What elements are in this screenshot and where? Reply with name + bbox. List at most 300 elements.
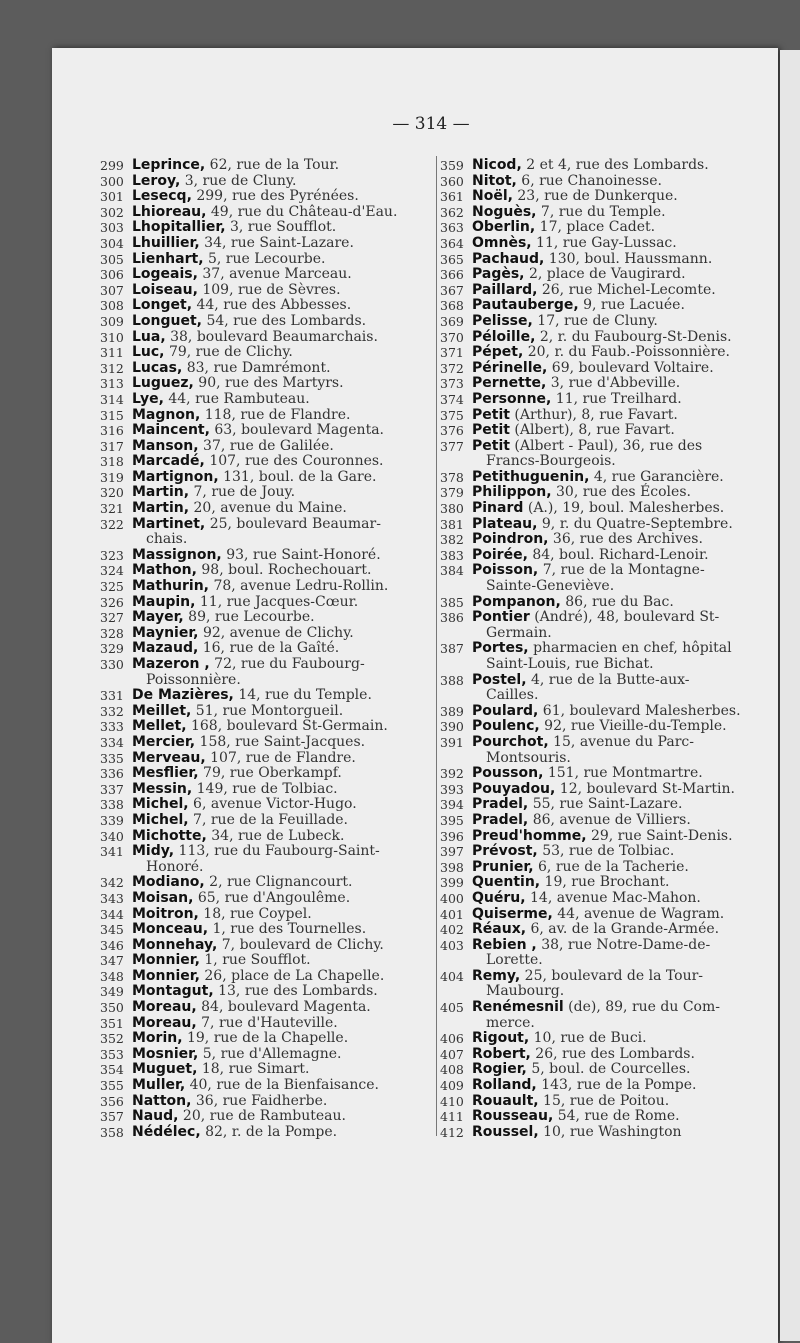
entry-address: pharmacien en chef, hôpital <box>528 640 732 657</box>
entry-number: 410 <box>440 1093 464 1109</box>
directory-entry <box>440 813 775 829</box>
directory-entry <box>440 236 775 252</box>
entry-address: 3, rue de Cluny. <box>180 172 297 189</box>
entry-name: Longet, <box>132 297 193 314</box>
entry-address: 20, r. du Faub.-Poissonnière. <box>523 344 730 361</box>
entry-name: Nitot, <box>472 172 517 189</box>
adjacent-page-edge <box>780 50 800 1341</box>
entry-address: 12, boulevard St-Martin. <box>555 780 735 797</box>
directory-entry <box>100 1062 435 1078</box>
entry-address: (A.), 19, boul. Malesherbes. <box>523 500 725 517</box>
directory-entry <box>100 252 435 268</box>
directory-entry <box>100 267 435 283</box>
directory-entry <box>100 298 435 314</box>
directory-entry <box>100 314 435 330</box>
directory-entry <box>440 1078 775 1094</box>
directory-entry <box>440 844 775 860</box>
entry-address: 38, rue Notre-Dame-de- <box>536 936 711 953</box>
entry-address: 7, rue du Temple. <box>536 203 666 220</box>
entry-name: Meillet, <box>132 702 192 719</box>
entry-name: Mosnier, <box>132 1045 199 1062</box>
entry-number: 319 <box>100 469 124 485</box>
entry-number: 376 <box>440 423 464 439</box>
directory-entry <box>100 392 435 408</box>
directory-entry <box>440 891 775 907</box>
entry-address: 6, rue Chanoinesse. <box>516 172 662 189</box>
entry-address-continuation: Poissonnière. <box>146 671 241 688</box>
entry-address: 38, boulevard Beaumarchais. <box>165 328 378 345</box>
entry-number: 398 <box>440 859 464 875</box>
directory-entry <box>440 485 775 501</box>
entry-number: 359 <box>440 158 464 173</box>
entry-number: 303 <box>100 220 124 236</box>
entry-name: Rousseau, <box>472 1108 554 1125</box>
entry-number: 318 <box>100 454 124 470</box>
entry-number: 353 <box>100 1046 124 1062</box>
entry-name: Martignon, <box>132 468 219 485</box>
entry-number: 311 <box>100 345 124 361</box>
entry-address: (André), 48, boulevard St- <box>529 609 720 626</box>
directory-entry <box>100 688 435 704</box>
entry-number: 387 <box>440 641 464 657</box>
entry-number: 384 <box>440 563 464 579</box>
entry-name: Martin, <box>132 484 190 501</box>
directory-entry <box>100 485 435 501</box>
entry-number: 330 <box>100 657 124 672</box>
entry-address: 79, rue Oberkampf. <box>198 765 342 782</box>
directory-entry <box>100 345 435 361</box>
entry-name: Périnelle, <box>472 359 548 376</box>
entry-address: 63, boulevard Magenta. <box>209 422 384 439</box>
entry-address: 79, rue de Clichy. <box>164 344 293 361</box>
entry-name: Lye, <box>132 390 164 407</box>
entry-number: 301 <box>100 189 124 205</box>
entry-name: Poulard, <box>472 702 539 719</box>
entry-address: 11, rue Jacques-Cœur. <box>195 593 359 610</box>
entry-name: Luc, <box>132 344 165 361</box>
entry-name: Portes, <box>472 640 529 657</box>
directory-entry <box>440 735 775 766</box>
entry-name: Lucas, <box>132 359 183 376</box>
right-column <box>440 158 775 1140</box>
entry-name: Robert, <box>472 1045 531 1062</box>
entry-name: Quentin, <box>472 874 541 891</box>
entry-address-continuation: Saint-Louis, rue Bichat. <box>486 656 654 672</box>
directory-entry <box>440 220 775 236</box>
entry-name: Pousson, <box>472 765 544 782</box>
entry-number: 364 <box>440 235 464 251</box>
entry-number: 326 <box>100 594 124 610</box>
entry-name: Mazeron , <box>132 656 210 672</box>
directory-entry <box>100 174 435 190</box>
entry-number: 361 <box>440 189 464 205</box>
entry-number: 409 <box>440 1078 464 1094</box>
entry-address-continuation: Lorette. <box>486 952 543 969</box>
entry-name: Nédélec, <box>132 1123 201 1140</box>
directory-entry <box>440 1094 775 1110</box>
directory-entry <box>440 969 775 1000</box>
entry-name: Nicod, <box>472 157 522 173</box>
entry-address: 93, rue Saint-Honoré. <box>221 546 381 563</box>
entry-address: (de), 89, rue du Com- <box>563 999 720 1016</box>
entry-number: 304 <box>100 235 124 251</box>
entry-address: 44, rue des Abbesses. <box>192 297 352 314</box>
entry-address-continuation: Montsouris. <box>486 749 571 766</box>
directory-entry <box>100 626 435 642</box>
directory-entry <box>440 766 775 782</box>
entry-address: 26, place de La Chapelle. <box>199 967 385 984</box>
entry-number: 316 <box>100 423 124 439</box>
entry-name: Maynier, <box>132 624 199 641</box>
entry-name: Leroy, <box>132 172 181 189</box>
entry-number: 351 <box>100 1015 124 1031</box>
entry-address: 61, boulevard Malesherbes. <box>538 702 741 719</box>
entry-name: Martin, <box>132 500 190 517</box>
entry-address: 17, rue de Cluny. <box>532 312 658 329</box>
entry-address: 30, rue des Écoles. <box>551 484 691 501</box>
entry-number: 339 <box>100 812 124 828</box>
entry-address: 49, rue du Château-d'Eau. <box>206 203 398 220</box>
entry-address: 143, rue de la Pompe. <box>536 1077 697 1094</box>
entry-name: Pradel, <box>472 811 529 828</box>
entry-address-continuation: merce. <box>486 1014 535 1031</box>
entry-number: 343 <box>100 890 124 906</box>
entry-number: 412 <box>440 1124 464 1140</box>
entry-number: 346 <box>100 937 124 953</box>
entry-address-continuation: Cailles. <box>486 687 539 704</box>
entry-name: Omnès, <box>472 234 532 251</box>
entry-address: 5, rue Lecourbe. <box>203 250 326 267</box>
entry-address: 17, place Cadet. <box>535 219 656 236</box>
entry-address: 89, rue Lecourbe. <box>183 609 315 626</box>
directory-entry <box>100 579 435 595</box>
directory-entry <box>100 563 435 579</box>
entry-number: 357 <box>100 1109 124 1125</box>
entry-number: 378 <box>440 469 464 485</box>
entry-name: Lesecq, <box>132 188 192 205</box>
entry-address: 7, rue de Jouy. <box>189 484 296 501</box>
directory-entry <box>440 829 775 845</box>
entry-number: 328 <box>100 625 124 641</box>
directory-entry <box>440 860 775 876</box>
entry-number: 373 <box>440 376 464 392</box>
directory-entry <box>100 641 435 657</box>
entry-address: 78, avenue Ledru-Rollin. <box>209 578 389 595</box>
entry-name: Rogier, <box>472 1061 527 1078</box>
directory-entry <box>100 704 435 720</box>
entry-address: 4, rue Garancière. <box>589 468 724 485</box>
directory-entry <box>100 189 435 205</box>
directory-entry <box>440 283 775 299</box>
entry-name: Monceau, <box>132 921 209 938</box>
entry-number: 390 <box>440 719 464 735</box>
entry-address: 109, rue de Sèvres. <box>197 281 341 298</box>
entry-address: 1, rue des Tournelles. <box>208 921 367 938</box>
directory-entry <box>100 797 435 813</box>
entry-name: Longuet, <box>132 312 202 329</box>
entry-name: Modiano, <box>132 874 205 891</box>
entry-address-continuation: Francs-Bourgeois. <box>486 453 616 470</box>
entry-address: 9, r. du Quatre-Septembre. <box>537 515 733 532</box>
entry-address: 7, rue d'Hauteville. <box>196 1014 338 1031</box>
entry-name: Postel, <box>472 671 527 688</box>
entry-name: Philippon, <box>472 484 552 501</box>
entry-number: 402 <box>440 922 464 938</box>
entry-address: 26, rue des Lombards. <box>530 1045 695 1062</box>
entry-address: 2 et 4, rue des Lombards. <box>521 157 709 173</box>
entry-number: 306 <box>100 267 124 283</box>
entry-address: 11, rue Treilhard. <box>551 390 682 407</box>
entry-number: 389 <box>440 703 464 719</box>
entry-address: 14, avenue Mac-Mahon. <box>525 889 701 906</box>
entry-name: Pinard <box>472 500 524 517</box>
entry-address: 44, rue Rambuteau. <box>163 390 310 407</box>
entry-address: 2, r. du Faubourg-St-Denis. <box>535 328 732 345</box>
entry-name: Messin, <box>132 780 193 797</box>
directory-entry <box>440 408 775 424</box>
entry-name: Natton, <box>132 1092 192 1109</box>
directory-entry <box>100 220 435 236</box>
entry-address: 37, avenue Marceau. <box>197 266 352 283</box>
directory-entry <box>100 423 435 439</box>
directory-entry <box>100 891 435 907</box>
directory-entry <box>440 610 775 641</box>
entry-number: 407 <box>440 1046 464 1062</box>
entry-address: (Albert - Paul), 36, rue des <box>509 437 703 454</box>
directory-entry <box>440 423 775 439</box>
entry-name: Pouyadou, <box>472 780 556 797</box>
entry-name: Péloille, <box>472 328 536 345</box>
entry-address: 54, rue de Rome. <box>553 1108 680 1125</box>
entry-address: 92, rue Vieille-du-Temple. <box>539 718 727 735</box>
entry-address: 14, rue du Temple. <box>233 687 372 704</box>
entry-name: Poulenc, <box>472 718 540 735</box>
directory-entry <box>100 984 435 1000</box>
entry-name: Poisson, <box>472 562 539 579</box>
entry-address: 54, rue des Lombards. <box>202 312 367 329</box>
entry-number: 411 <box>440 1109 464 1125</box>
entry-name: Pompanon, <box>472 593 561 610</box>
entry-address: 84, boulevard Magenta. <box>196 999 371 1016</box>
directory-entry <box>100 735 435 751</box>
entry-number: 406 <box>440 1031 464 1047</box>
entry-address: 107, rue des Couronnes. <box>204 453 384 470</box>
entry-address: 151, rue Montmartre. <box>543 765 703 782</box>
entry-number: 369 <box>440 313 464 329</box>
entry-name: Magnon, <box>132 406 201 423</box>
directory-entry <box>440 298 775 314</box>
entry-address-continuation: chais. <box>146 531 188 548</box>
entry-name: Pernette, <box>472 375 547 392</box>
entry-number: 321 <box>100 501 124 517</box>
entry-name: Moreau, <box>132 1014 197 1031</box>
entry-name: Petit <box>472 437 510 454</box>
entry-address: 44, avenue de Wagram. <box>552 905 725 922</box>
entry-name: Lua, <box>132 328 166 345</box>
entry-name: Mayer, <box>132 609 184 626</box>
entry-address: 107, rue de Flandre. <box>205 749 356 766</box>
directory-entry <box>440 330 775 346</box>
entry-address: 131, boul. de la Gare. <box>218 468 377 485</box>
directory-entry <box>100 517 435 548</box>
column-divider <box>436 156 437 1136</box>
entry-name: Petithuguenin, <box>472 468 590 485</box>
entry-number: 374 <box>440 391 464 407</box>
directory-entry <box>100 361 435 377</box>
directory-entry <box>440 548 775 564</box>
entry-address: 6, avenue Victor-Hugo. <box>188 796 357 813</box>
entry-number: 325 <box>100 579 124 595</box>
entry-name: Pautauberge, <box>472 297 579 314</box>
entry-number: 408 <box>440 1062 464 1078</box>
entry-name: Pépet, <box>472 344 524 361</box>
entry-name: Mazaud, <box>132 640 199 657</box>
entry-address: 86, rue du Bac. <box>560 593 674 610</box>
entry-address: 40, rue de la Bienfaisance. <box>185 1077 379 1094</box>
entry-name: Moitron, <box>132 905 199 922</box>
entry-address: 26, rue Michel-Lecomte. <box>537 281 716 298</box>
entry-number: 385 <box>440 594 464 610</box>
entry-address: 18, rue Simart. <box>197 1061 310 1078</box>
entry-address: 3, rue d'Abbeville. <box>546 375 681 392</box>
entry-number: 320 <box>100 485 124 501</box>
entry-address: 113, rue du Faubourg-Saint- <box>174 843 380 860</box>
entry-name: Logeais, <box>132 266 198 283</box>
directory-entry <box>440 595 775 611</box>
entry-number: 383 <box>440 547 464 563</box>
entry-address: 36, rue Faidherbe. <box>191 1092 328 1109</box>
directory-entry <box>100 1031 435 1047</box>
entry-name: Pradel, <box>472 796 529 813</box>
entry-number: 322 <box>100 516 124 532</box>
entry-number: 310 <box>100 329 124 345</box>
entry-number: 395 <box>440 812 464 828</box>
entry-number: 324 <box>100 563 124 579</box>
entry-number: 348 <box>100 968 124 984</box>
entry-name: Réaux, <box>472 921 527 938</box>
entry-number: 368 <box>440 298 464 314</box>
entry-number: 347 <box>100 953 124 969</box>
entry-name: Massignon, <box>132 546 222 563</box>
entry-number: 305 <box>100 251 124 267</box>
directory-entry <box>100 595 435 611</box>
entry-number: 314 <box>100 391 124 407</box>
directory-entry <box>440 174 775 190</box>
entry-number: 335 <box>100 750 124 766</box>
entry-name: Pourchot, <box>472 733 549 750</box>
entry-address: 86, avenue de Villiers. <box>528 811 691 828</box>
entry-address: 149, rue de Tolbiac. <box>192 780 338 797</box>
entry-address: (Albert), 8, rue Favart. <box>509 422 675 439</box>
entry-address-continuation: Honoré. <box>146 858 204 875</box>
entry-name: Plateau, <box>472 515 538 532</box>
entry-name: Oberlin, <box>472 219 536 236</box>
entry-name: Moisan, <box>132 889 194 906</box>
entry-address: 11, rue Gay-Lussac. <box>531 234 677 251</box>
directory-entry <box>100 330 435 346</box>
entry-number: 391 <box>440 734 464 750</box>
directory-entry <box>100 205 435 221</box>
entry-name: Lhuillier, <box>132 234 200 251</box>
entry-address: 16, rue de la Gaîté. <box>198 640 340 657</box>
entry-address: 13, rue des Lombards. <box>213 983 378 1000</box>
entry-address: 10, rue Washington <box>538 1123 682 1140</box>
entry-address: 6, av. de la Grande-Armée. <box>526 921 720 938</box>
entry-name: Lienhart, <box>132 250 204 267</box>
directory-entry <box>440 1031 775 1047</box>
entry-number: 309 <box>100 313 124 329</box>
directory-entry <box>100 969 435 985</box>
entry-number: 400 <box>440 890 464 906</box>
entry-address: 34, rue de Lubeck. <box>206 827 345 844</box>
entry-number: 300 <box>100 173 124 189</box>
entry-name: Mathon, <box>132 562 197 579</box>
directory-entry <box>100 1016 435 1032</box>
entry-name: Roussel, <box>472 1123 539 1140</box>
directory-entry <box>100 1000 435 1016</box>
entry-name: Renémesnil <box>472 999 564 1016</box>
directory-entry <box>440 501 775 517</box>
entry-number: 377 <box>440 438 464 454</box>
directory-entry <box>100 236 435 252</box>
directory-entry <box>100 1109 435 1125</box>
entry-number: 382 <box>440 532 464 548</box>
directory-entry <box>440 252 775 268</box>
entry-name: Pelisse, <box>472 312 533 329</box>
entry-name: Quiserme, <box>472 905 553 922</box>
directory-entry <box>440 376 775 392</box>
entry-address: 9, rue Lacuée. <box>578 297 685 314</box>
directory-entry <box>100 1125 435 1141</box>
directory-entry <box>440 938 775 969</box>
entry-address: 82, r. de la Pompe. <box>200 1123 338 1140</box>
entry-address: 90, rue des Martyrs. <box>193 375 344 392</box>
directory-entry <box>100 283 435 299</box>
entry-address: 98, boul. Rochechouart. <box>196 562 372 579</box>
directory-entry <box>100 719 435 735</box>
directory-entry <box>100 439 435 455</box>
entry-number: 312 <box>100 360 124 376</box>
entry-name: Preud'homme, <box>472 827 587 844</box>
directory-entry <box>100 1094 435 1110</box>
entry-number: 354 <box>100 1062 124 1078</box>
entry-number: 366 <box>440 267 464 283</box>
directory-entry <box>100 1047 435 1063</box>
entry-name: Rouault, <box>472 1092 539 1109</box>
entry-address: 158, rue Saint-Jacques. <box>195 733 366 750</box>
entry-name: Morin, <box>132 1030 183 1047</box>
directory-entry <box>440 875 775 891</box>
entry-number: 358 <box>100 1124 124 1140</box>
entry-name: Rebien , <box>472 936 537 953</box>
entry-number: 372 <box>440 360 464 376</box>
entry-address: 7, rue de la Feuillade. <box>188 811 349 828</box>
entry-number: 404 <box>440 968 464 984</box>
entry-name: Michel, <box>132 796 189 813</box>
entry-name: Midy, <box>132 843 175 860</box>
entry-name: Lhopitallier, <box>132 219 226 236</box>
directory-entry <box>440 189 775 205</box>
entry-name: Maupin, <box>132 593 196 610</box>
directory-entry <box>440 673 775 704</box>
entry-number: 360 <box>440 173 464 189</box>
entry-name: Noël, <box>472 188 513 205</box>
entry-address: 72, rue du Faubourg- <box>209 656 365 672</box>
directory-entry <box>440 563 775 594</box>
entry-number: 399 <box>440 875 464 891</box>
directory-entry <box>440 719 775 735</box>
entry-address: 23, rue de Dunkerque. <box>512 188 678 205</box>
